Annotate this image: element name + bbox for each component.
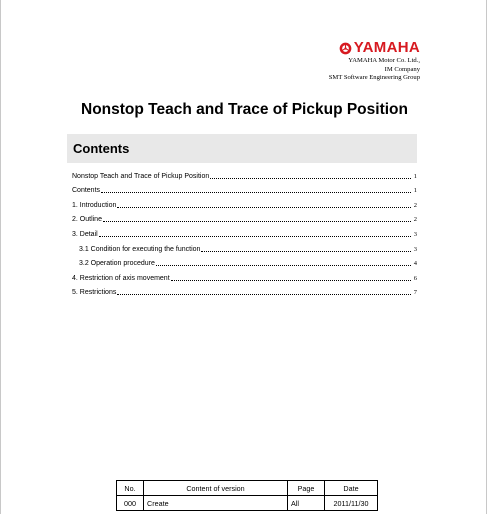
cell-page: All <box>288 496 325 511</box>
toc-leader-dots <box>103 221 411 222</box>
revision-header-row <box>117 481 378 496</box>
toc-entry-label: Contents <box>72 187 101 195</box>
toc-entry[interactable] <box>72 210 417 225</box>
toc-leader-dots <box>117 294 411 295</box>
company-info <box>329 57 420 83</box>
column-header-page: Page <box>288 481 325 496</box>
toc-subentry[interactable] <box>72 239 417 254</box>
cell-content: Create <box>144 496 288 511</box>
document-title: Nonstop Teach and Trace of Pickup Position <box>81 101 408 118</box>
cell-date: 2011/11/30 <box>325 496 378 511</box>
toc-entry-label: Nonstop Teach and Trace of Pickup Position <box>72 172 210 180</box>
toc-entry-page: 1 <box>413 172 417 180</box>
toc-entry-label: 2. Outline <box>72 216 102 224</box>
column-header-no: No. <box>117 481 144 496</box>
toc-entry-page: 6 <box>413 274 417 282</box>
table-of-contents <box>72 166 417 297</box>
company-line: YAMAHA Motor Co. Ltd., <box>348 57 420 64</box>
tuning-fork-logo-icon <box>339 42 352 55</box>
toc-entry-page: 2 <box>413 216 417 224</box>
toc-leader-dots <box>117 207 411 208</box>
toc-entry-page: 1 <box>413 187 417 195</box>
revision-table <box>116 480 378 511</box>
column-header-content: Content of version <box>144 481 288 496</box>
toc-entry-label: 3.1 Condition for executing the function <box>79 245 201 253</box>
logo-text: YAMAHA <box>353 39 420 56</box>
toc-subentry[interactable] <box>72 254 417 269</box>
toc-entry[interactable] <box>72 283 417 298</box>
toc-entry[interactable] <box>72 268 417 283</box>
yamaha-logo <box>339 41 420 55</box>
toc-entry-label: 4. Restriction of axis movement <box>72 274 170 282</box>
toc-entry-page: 3 <box>413 230 417 238</box>
toc-entry[interactable] <box>72 166 417 181</box>
toc-leader-dots <box>201 251 411 252</box>
company-line: SMT Software Engineering Group <box>328 74 420 82</box>
toc-entry-label: 3. Detail <box>72 230 98 238</box>
contents-heading: Contents <box>73 141 130 156</box>
toc-entry[interactable] <box>72 195 417 210</box>
toc-leader-dots <box>101 192 411 193</box>
toc-entry-label: 1. Introduction <box>72 201 117 209</box>
table-row <box>117 496 378 511</box>
toc-entry[interactable] <box>72 181 417 196</box>
toc-leader-dots <box>156 265 411 266</box>
toc-leader-dots <box>99 236 411 237</box>
column-header-date: Date <box>325 481 378 496</box>
contents-heading-band <box>67 134 417 163</box>
company-line: IM Company <box>384 65 420 73</box>
toc-entry-label: 3.2 Operation procedure <box>79 260 155 268</box>
toc-entry-page: 2 <box>413 201 417 209</box>
toc-entry[interactable] <box>72 224 417 239</box>
toc-entry-page: 4 <box>413 260 417 268</box>
toc-leader-dots <box>210 178 411 179</box>
toc-entry-label: 5. Restrictions <box>72 289 117 297</box>
toc-leader-dots <box>171 280 411 281</box>
cell-no: 000 <box>117 496 144 511</box>
toc-entry-page: 7 <box>413 289 417 297</box>
toc-entry-page: 3 <box>413 245 417 253</box>
